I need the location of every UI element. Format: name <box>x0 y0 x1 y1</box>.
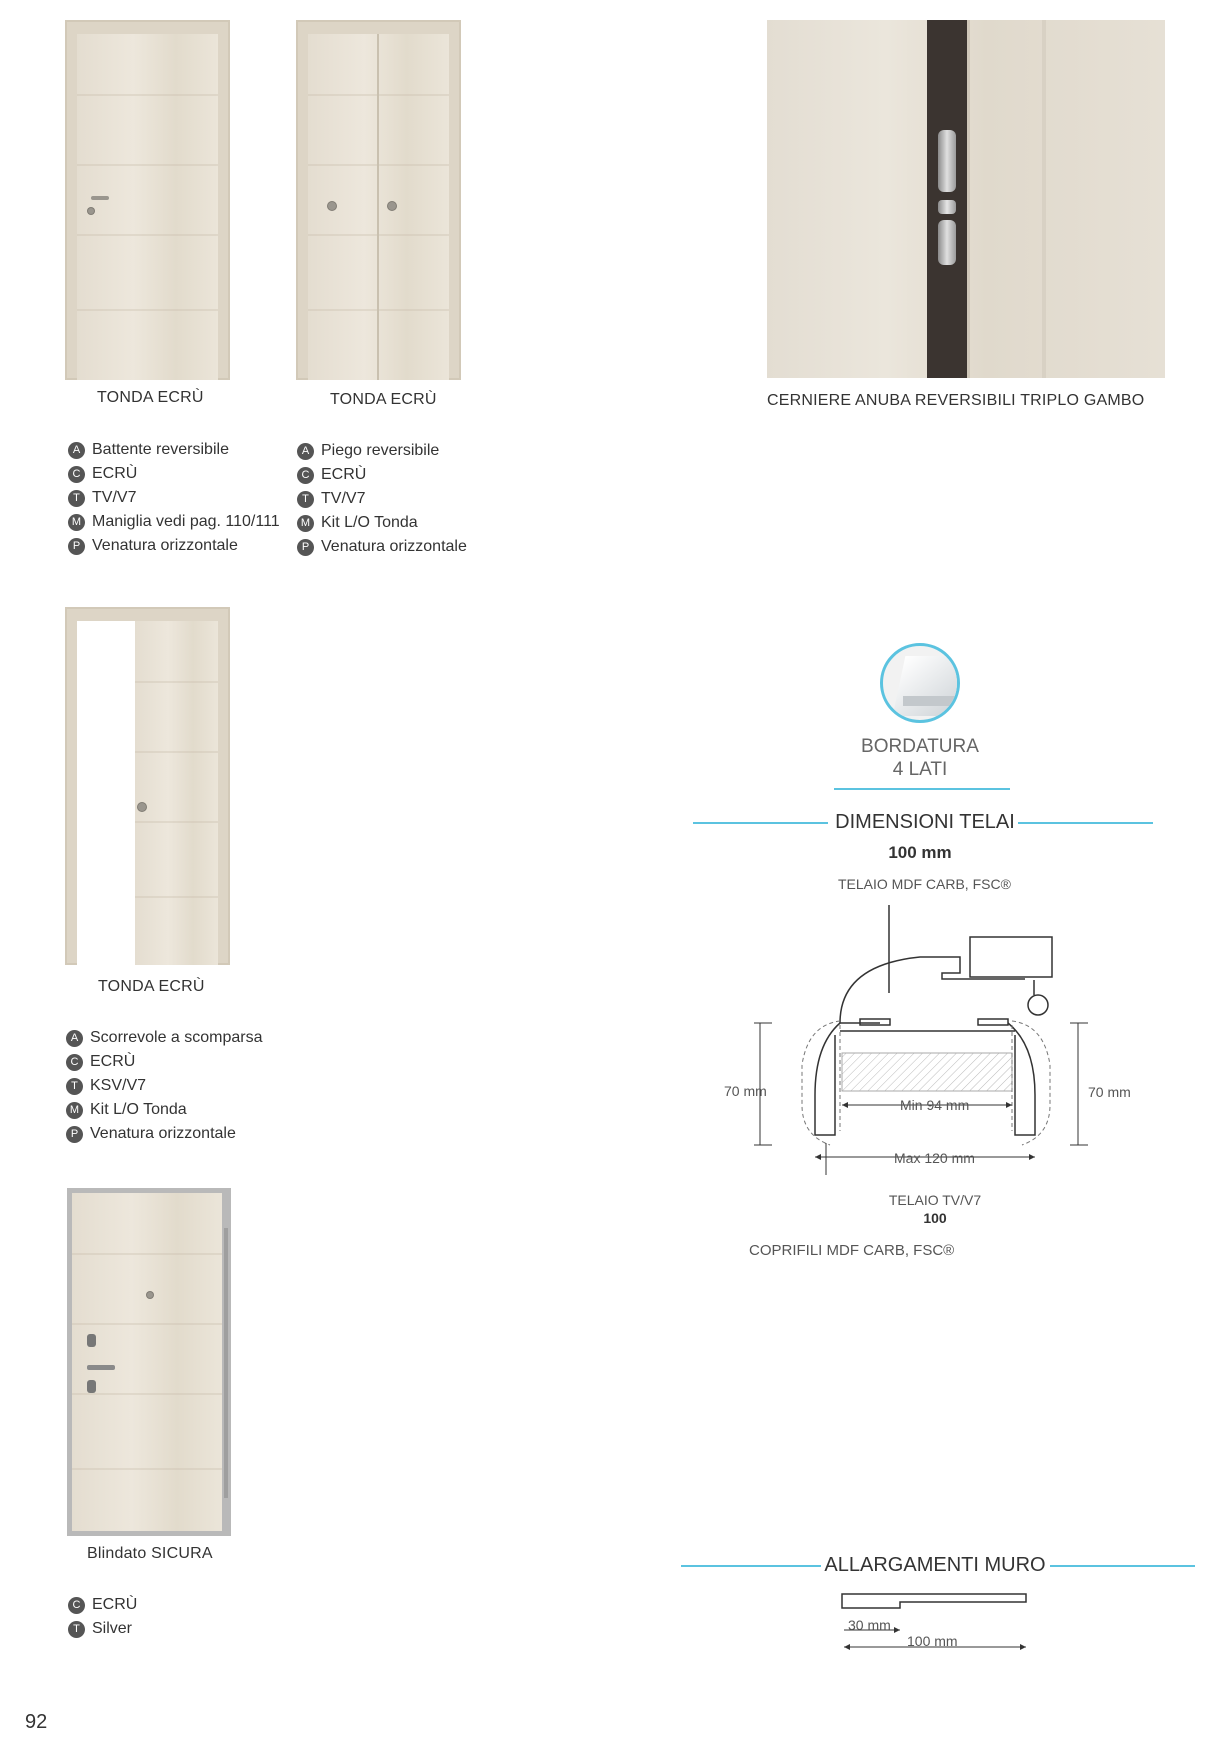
telaio-tv-label <box>870 1191 1000 1227</box>
door-handle-icon <box>87 1365 115 1370</box>
spec-key-badge: P <box>66 1126 83 1143</box>
section-rule-left <box>693 822 828 824</box>
spec-value: ECRÙ <box>92 465 138 482</box>
spec-value: Piego reversibile <box>321 442 440 459</box>
door-lock-icon <box>87 1334 96 1347</box>
right-height-label: 70 mm <box>1088 1084 1131 1100</box>
spec-list <box>297 439 467 559</box>
spec-list <box>66 1026 263 1146</box>
bordatura-label <box>820 735 1020 781</box>
spec-value: ECRÙ <box>90 1053 136 1070</box>
spec-key-badge: C <box>68 1597 85 1614</box>
spec-key-badge: T <box>66 1078 83 1095</box>
spec-row <box>66 1122 263 1146</box>
spec-key-badge: M <box>68 514 85 531</box>
spec-value: Venatura orizzontale <box>90 1125 236 1142</box>
spec-row <box>297 463 467 487</box>
dimensioni-size: 100 mm <box>888 843 952 862</box>
extension-large-label: 100 mm <box>907 1633 958 1649</box>
product-caption: TONDA ECRÙ <box>97 389 204 406</box>
left-height-label: 70 mm <box>724 1083 767 1099</box>
spec-value: KSV/V7 <box>90 1077 147 1094</box>
dimensioni-title: DIMENSIONI TELAI <box>835 811 1015 833</box>
spec-value: Silver <box>92 1620 133 1637</box>
door-handle-icon <box>91 196 109 200</box>
spec-list <box>68 1593 137 1641</box>
spec-row <box>68 462 280 486</box>
spec-key-badge: C <box>297 467 314 484</box>
product-caption: TONDA ECRÙ <box>330 391 437 408</box>
spec-value: Venatura orizzontale <box>321 538 467 555</box>
spec-value: Venatura orizzontale <box>92 537 238 554</box>
spec-value: ECRÙ <box>92 1596 138 1613</box>
min-width-label: Min 94 mm <box>900 1097 970 1113</box>
spec-row <box>297 487 467 511</box>
spec-key-badge: A <box>68 442 85 459</box>
allargamenti-title: ALLARGAMENTI MURO <box>824 1554 1046 1576</box>
bordatura-line-1: BORDATURA <box>861 736 979 757</box>
spec-key-badge: T <box>297 491 314 508</box>
spec-row <box>68 534 280 558</box>
spec-row <box>297 535 467 559</box>
spec-row <box>68 510 280 534</box>
spec-value: Maniglia vedi pag. 110/111 <box>92 513 280 530</box>
door-knob-icon <box>388 202 396 210</box>
spec-key-badge: T <box>68 1621 85 1638</box>
max-width-label: Max 120 mm <box>894 1150 975 1166</box>
door-image-2 <box>296 20 461 380</box>
spec-key-badge: P <box>297 539 314 556</box>
door-image-3 <box>65 607 230 965</box>
spec-key-badge: C <box>68 466 85 483</box>
spec-row <box>66 1026 263 1050</box>
door-image-4 <box>67 1188 231 1536</box>
spec-value: Kit L/O Tonda <box>321 514 418 531</box>
coprifili-label: COPRIFILI MDF CARB, FSC® <box>749 1242 955 1259</box>
bordatura-underline <box>834 788 1010 790</box>
telaio-label: TELAIO MDF CARB, FSC® <box>838 876 1011 892</box>
section-rule-right <box>1018 822 1153 824</box>
door-knob-icon <box>328 202 336 210</box>
hinge-caption: CERNIERE ANUBA REVERSIBILI TRIPLO GAMBO <box>767 392 1145 409</box>
door-lock-icon <box>87 1380 96 1393</box>
spec-key-badge: T <box>68 490 85 507</box>
spec-row <box>66 1050 263 1074</box>
section-rule-right <box>1050 1565 1195 1567</box>
spec-row <box>66 1074 263 1098</box>
spec-row <box>68 1593 137 1617</box>
spec-value: Scorrevole a scomparsa <box>90 1029 263 1046</box>
door-image-1 <box>65 20 230 380</box>
spec-key-badge: A <box>297 443 314 460</box>
spec-value: TV/V7 <box>321 490 366 507</box>
door-spy-icon <box>147 1292 153 1298</box>
frame-section-diagram <box>690 895 1140 1175</box>
spec-row <box>68 486 280 510</box>
spec-key-badge: C <box>66 1054 83 1071</box>
spec-row <box>297 439 467 463</box>
product-caption: TONDA ECRÙ <box>98 978 205 995</box>
spec-row <box>68 438 280 462</box>
door-knob-icon <box>138 803 146 811</box>
bordatura-line-2: 4 LATI <box>892 759 948 780</box>
spec-key-badge: A <box>66 1030 83 1047</box>
hinge-image <box>767 20 1165 378</box>
spec-row <box>66 1098 263 1122</box>
door-lock-icon <box>88 208 94 214</box>
spec-value: Kit L/O Tonda <box>90 1101 187 1118</box>
product-caption: Blindato SICURA <box>87 1545 213 1562</box>
telaio-tv-value: 100 <box>923 1210 947 1226</box>
spec-row <box>297 511 467 535</box>
spec-value: ECRÙ <box>321 466 367 483</box>
spec-key-badge: M <box>66 1102 83 1119</box>
telaio-tv-name: TELAIO TV/V7 <box>888 1192 982 1208</box>
spec-value: Battente reversibile <box>92 441 229 458</box>
extension-small-label: 30 mm <box>848 1617 891 1633</box>
bordatura-icon <box>880 643 960 723</box>
spec-key-badge: M <box>297 515 314 532</box>
section-rule-left <box>681 1565 821 1567</box>
spec-key-badge: P <box>68 538 85 555</box>
page-number: 92 <box>25 1711 48 1733</box>
spec-value: TV/V7 <box>92 489 137 506</box>
spec-row <box>68 1617 137 1641</box>
spec-list <box>68 438 280 558</box>
